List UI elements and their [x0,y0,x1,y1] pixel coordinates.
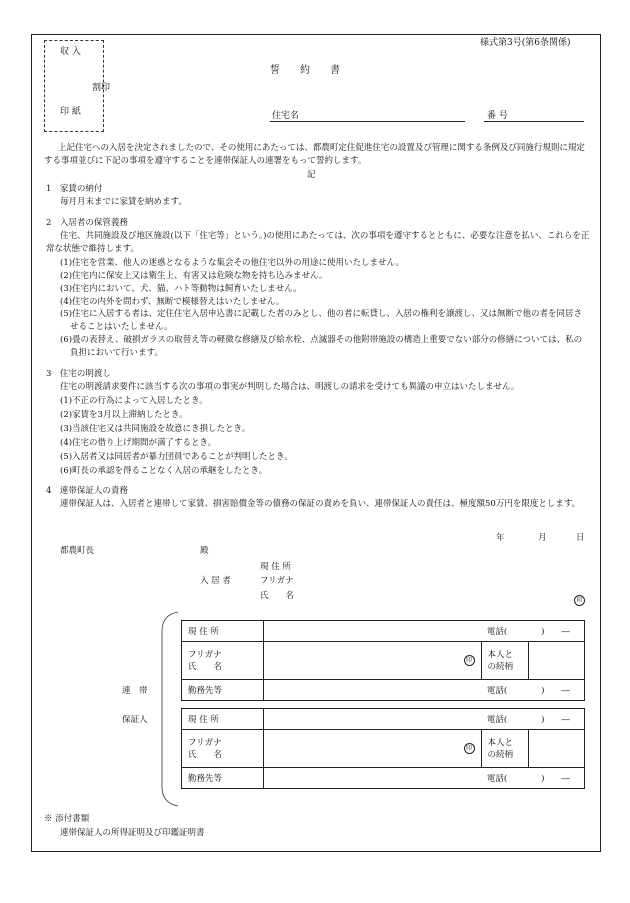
relation-label-2: の続柄 [487,661,514,672]
guarantor-table-1 [181,620,585,701]
section2-item: (4)住宅の内外を問わず、無断で模様替えはいたしません。 [60,297,285,307]
applicant-seal [574,590,585,609]
form-number: 様式第3号(第6条関係) [480,38,571,48]
section3-item: (3)当該住宅又は共同施設を故意にき損したとき。 [60,424,251,434]
section3-heading: 3 住宅の明渡し [46,369,111,379]
applicant-name-label: 氏 名 [260,591,295,601]
relation-field[interactable] [528,642,584,680]
housing-name-label: 住宅名 [272,111,300,121]
workplace-phone-field[interactable]: 電話( ) ― [263,768,584,789]
name-field[interactable] [263,642,481,680]
stamp-label-3: 印 紙 [60,107,81,117]
relation-field[interactable] [528,730,584,768]
date-month-label: 月 [538,533,547,543]
table-row [182,709,585,730]
workplace-label: 勤務先等 [182,768,264,789]
relation-label-2: の続柄 [487,749,514,760]
ki-marker: 記 [307,170,316,180]
name-label-text: 氏 名 [188,749,223,760]
address-label: 現 住 所 [182,709,264,730]
guarantor-side-label-2: 保証人 [122,715,148,725]
seal-mark: 印 [574,595,585,606]
applicant-furigana-label: フリガナ [260,576,294,586]
table-row [182,642,585,680]
seal-mark: 印 [464,743,475,754]
housing-name-field[interactable] [270,121,465,122]
guarantor-side-label-1: 連 帯 [122,686,148,696]
section3-body: 住宅の明渡請求要件に該当する次の事項の事実が判明した場合は、明渡しの請求を受けても異議の申立はいたしません。 [60,382,520,392]
number-field[interactable] [484,121,584,122]
number-label: 番 号 [487,111,508,121]
addressee-honorific: 殿 [200,546,209,556]
section2-body: 住宅、共同施設及び地区施設(以下「住宅等」という。)の使用にあたっては、次の事項を遵守するとともに、必要な注意を払い、これらを正常な状態で維持します。 [46,231,590,254]
section2-heading: 2 入居者の保管義務 [46,218,128,228]
section2-item: (3)住宅内において、犬、猫、ハト等動物は飼育いたしません。 [60,284,302,294]
section1-heading: 1 家賃の納付 [46,184,103,194]
name-field[interactable] [263,730,481,768]
relation-label-1: 本人と [487,737,514,748]
date-year-label: 年 [496,533,505,543]
section4-body: 連帯保証人は、入居者と連帯して家賃、損害賠償金等の債務の保証の責めを負い、連帯保証人の責任は、極度額50万円を限度とします。 [60,499,581,509]
section3-item: (4)住宅の借り上げ期間が満了するとき。 [60,438,217,448]
address-label: 現 住 所 [182,621,264,642]
seal-mark: 印 [464,655,475,666]
guarantor-table-2 [181,708,585,789]
section4-heading: 4 連帯保証人の責務 [46,486,128,496]
section2-item: (1)住宅を営業、他人の迷惑となるような集会その他住宅以外の用途に使用いたしません。 [60,258,405,268]
section3-item: (2)家賃を3月以上滞納したとき。 [60,410,188,420]
table-row [182,621,585,642]
name-label [182,730,264,768]
attachment-heading: ※ 添付書類 [44,814,90,824]
section2-item: (6)畳の表替え、破損ガラスの取替え等の軽微な修繕及び給水栓、点滅器その他附帯施設の構造上重要でない部分の修繕については、私の負担において行います。 [60,335,583,358]
addressee: 都農町長 [60,546,95,556]
applicant-label: 入 居 者 [200,576,231,586]
section1-body: 毎月月末までに家賃を納めます。 [60,197,187,207]
address-phone-field[interactable]: 電話( ) ― [263,621,584,642]
workplace-label: 勤務先等 [182,680,264,701]
furigana-label: フリガナ [188,737,222,748]
section2-item: (5)住宅に入居する者は、定住住宅入居申込書に記載した者のみとし、他の者に転貸し、入居の権利を譲渡し、又は無断で他の者を同居させることはいたしません。 [60,309,583,332]
address-phone-field[interactable]: 電話( ) ― [263,709,584,730]
attachment-body: 連帯保証人の所得証明及び印鑑証明書 [60,828,205,838]
section3-item: (1)不正の行為によって入居したとき。 [60,396,208,406]
table-row [182,730,585,768]
workplace-phone-field[interactable]: 電話( ) ― [263,680,584,701]
section3-item: (6)町長の承認を得ることなく入居の承継をしたとき。 [60,466,268,476]
applicant-address-label: 現 住 所 [260,562,291,572]
furigana-label: フリガナ [188,649,222,660]
date-day-label: 日 [576,533,585,543]
intro-paragraph: 上記住宅への入居を決定されましたので、その使用にあたっては、都農町定住促進住宅の設置及び管理に関する条例及び同施行規則に規定する事項並びに下記の事項を遵守することを連帯保証人の連署をもって誓約します。 [44,143,585,166]
relation-label-1: 本人と [487,649,514,660]
section2-item: (2)住宅内に保安上又は衛生上、有害又は危険な物を持ち込みません。 [60,271,328,281]
name-label-text: 氏 名 [188,661,223,672]
relation-label [481,730,528,768]
table-row [182,768,585,789]
stamp-label-1: 収 入 [60,47,81,57]
guarantor-bracket [160,611,180,807]
relation-label [481,642,528,680]
name-label [182,642,264,680]
stamp-label-2: 割印 [92,83,111,93]
table-row [182,680,585,701]
section3-item: (5)入居者又は同居者が暴力団員であることが判明したとき。 [60,452,293,462]
document-title: 誓 約 書 [270,65,340,76]
